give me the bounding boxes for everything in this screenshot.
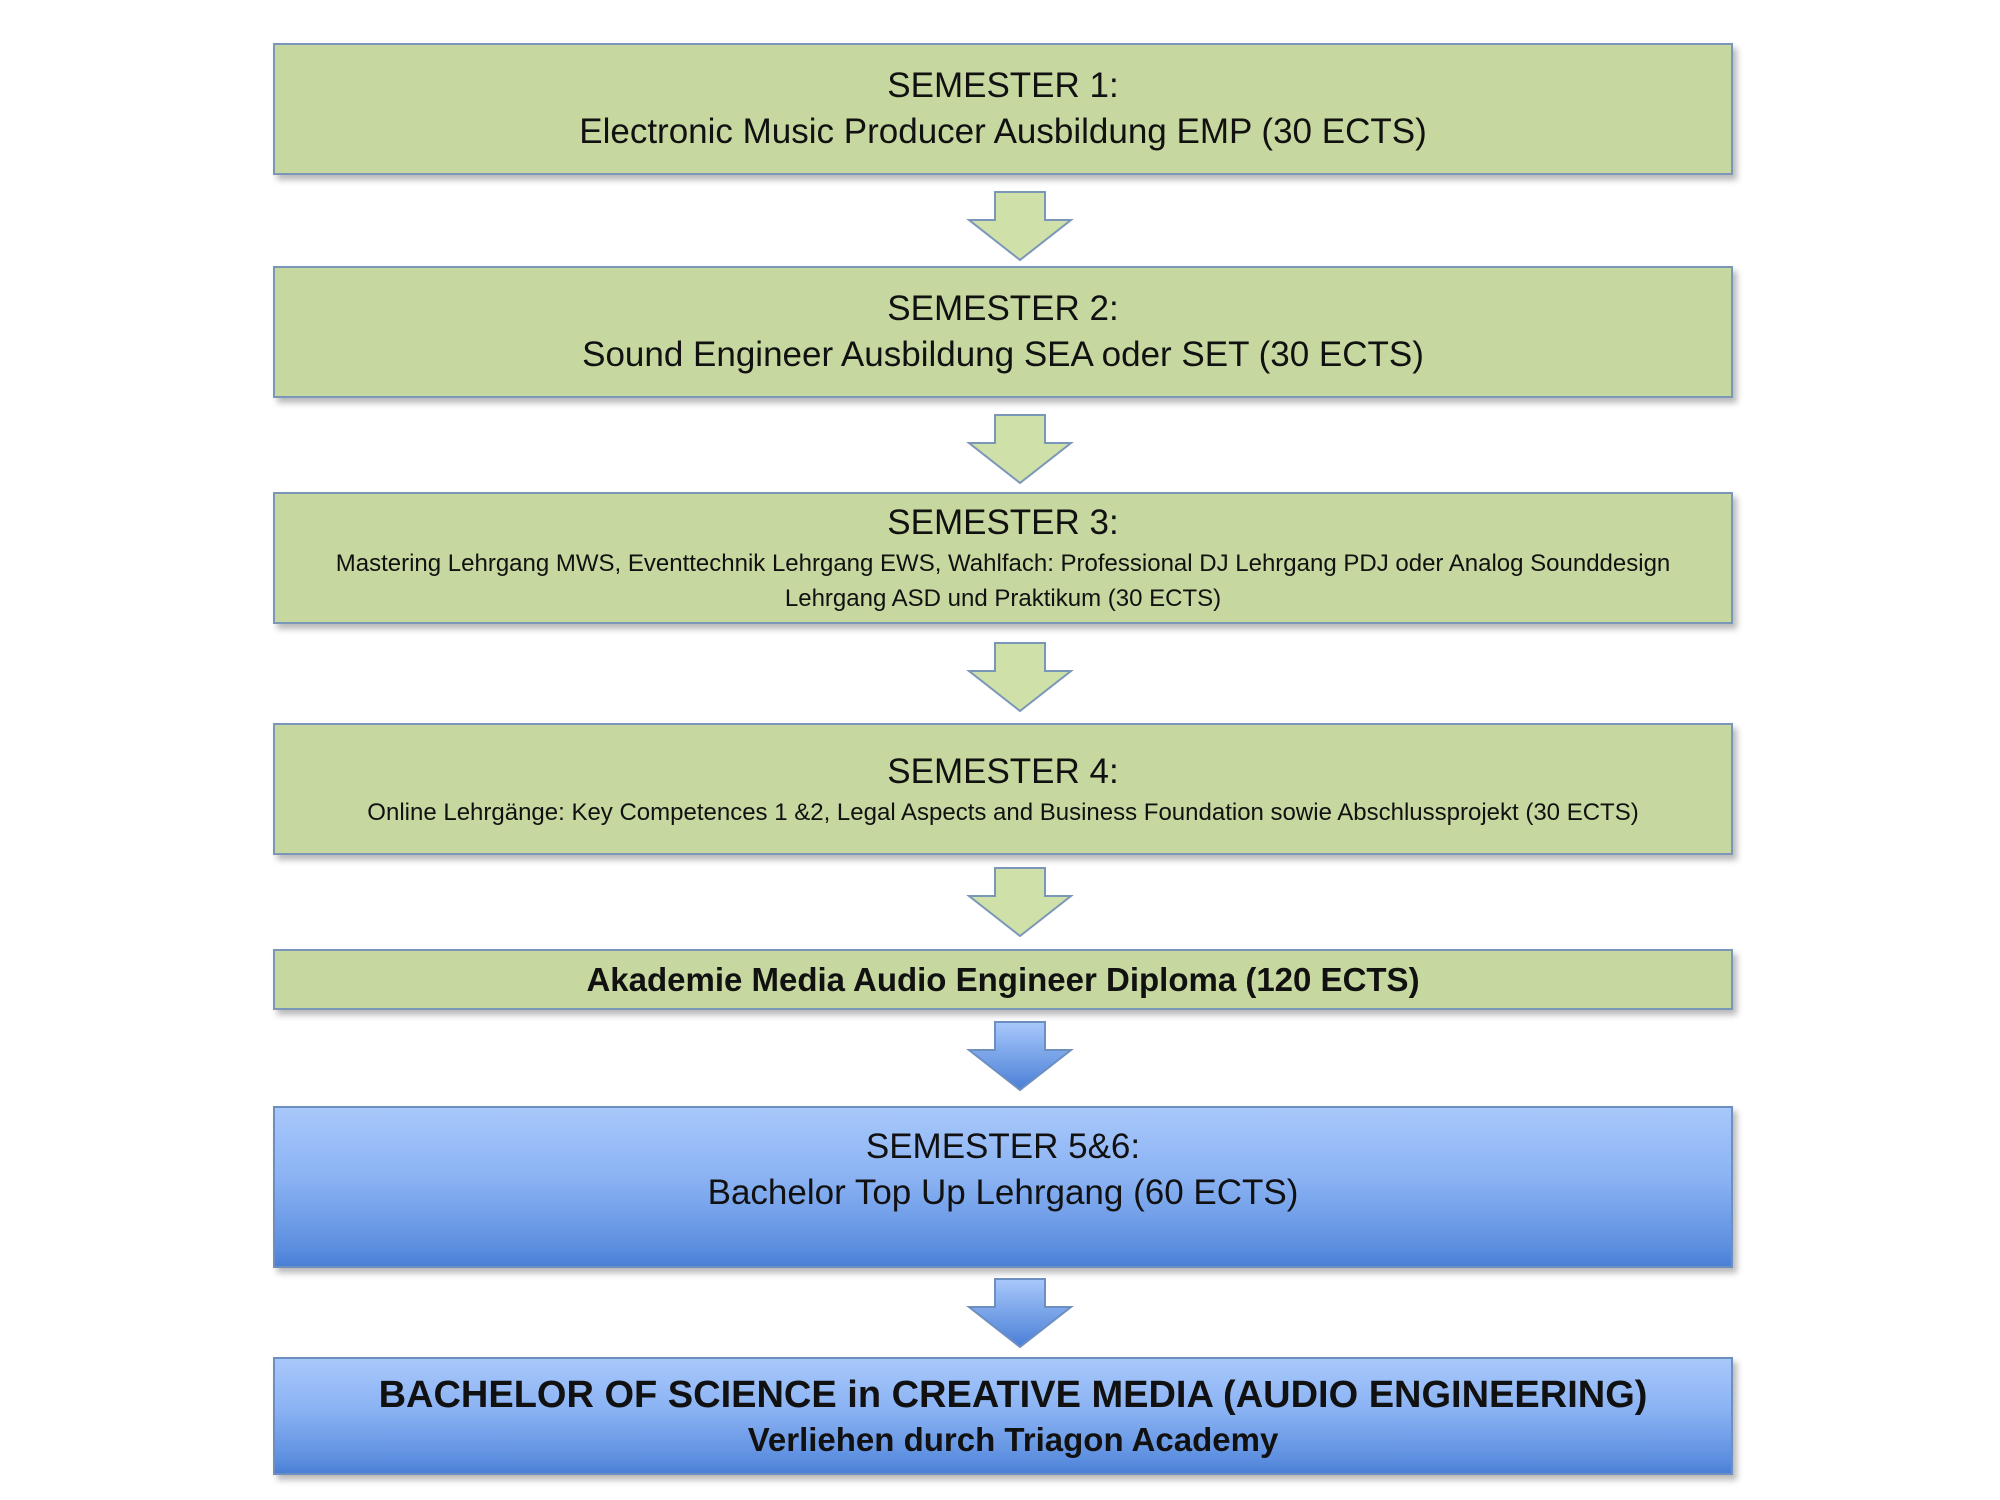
semester-1-title: SEMESTER 1:: [887, 66, 1119, 105]
semester-3-box: [273, 492, 1733, 624]
semester-2-box: [273, 266, 1733, 398]
semester-3-title: SEMESTER 3:: [887, 503, 1119, 542]
semester-4-text: Online Lehrgänge: Key Competences 1 &2, Legal Aspects and Business Foundation sowie Abschlussprojekt (30 ECTS): [367, 798, 1639, 826]
semester-4-box: [273, 723, 1733, 855]
arrow-down-icon: [965, 413, 1075, 485]
semester-2-title: SEMESTER 2:: [887, 289, 1119, 328]
diploma-title: Akademie Media Audio Engineer Diploma (120 ECTS): [586, 960, 1420, 998]
arrow-down-icon: [965, 190, 1075, 262]
bachelor-title: BACHELOR OF SCIENCE in CREATIVE MEDIA (AUDIO ENGINEERING): [378, 1374, 1648, 1416]
semester-1-text: Electronic Music Producer Ausbildung EMP (30 ECTS): [579, 112, 1427, 151]
bachelor-box: [273, 1357, 1733, 1475]
arrow-down-icon: [965, 641, 1075, 713]
semester-3-text: Mastering Lehrgang MWS, Eventtechnik Lehrgang EWS, Wahlfach: Professional DJ Lehrgang PDJ oder Analog Sounddesign Lehrgang ASD und Praktikum (30 ECTS): [335, 550, 1671, 612]
semester-5-6-box: [273, 1106, 1733, 1268]
arrow-down-icon: [965, 1020, 1075, 1092]
semester-5-6-text: Bachelor Top Up Lehrgang (60 ECTS): [707, 1173, 1299, 1212]
semester-2-text: Sound Engineer Ausbildung SEA oder SET (30 ECTS): [582, 335, 1424, 374]
arrow-down-icon: [965, 1277, 1075, 1349]
semester-1-box: [273, 43, 1733, 175]
semester-4-title: SEMESTER 4:: [887, 751, 1119, 791]
bachelor-subtitle: Verliehen durch Triagon Academy: [747, 1421, 1279, 1458]
semester-5-6-title: SEMESTER 5&6:: [865, 1127, 1141, 1166]
diploma-box: [273, 949, 1733, 1010]
arrow-down-icon: [965, 866, 1075, 938]
